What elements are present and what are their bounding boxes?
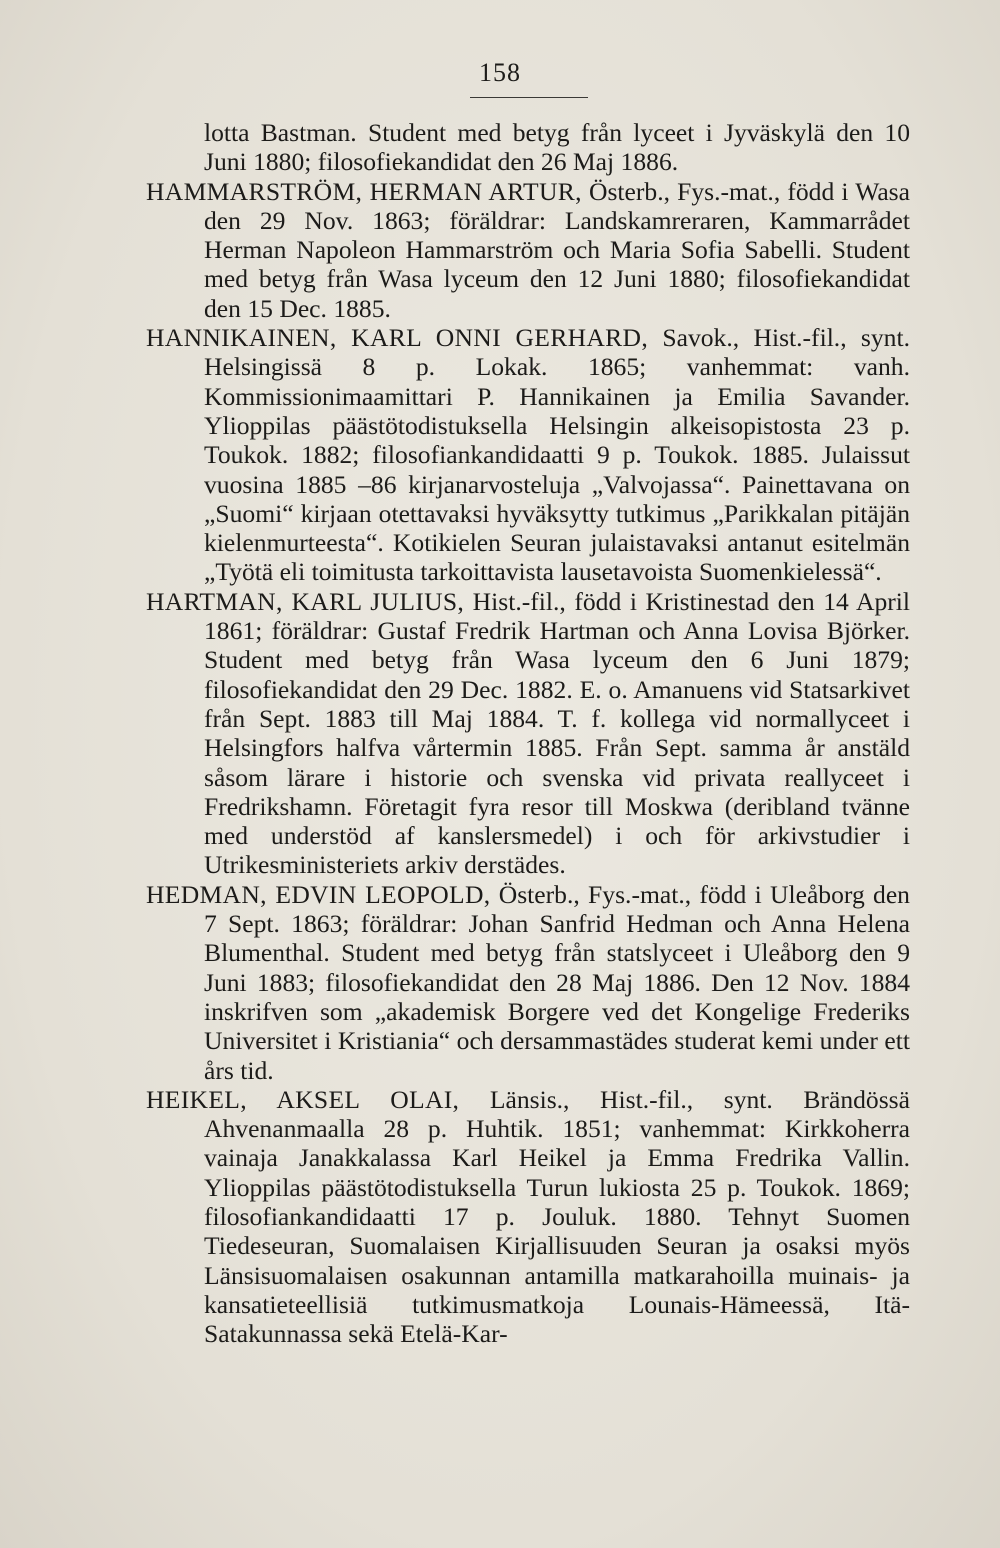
biographical-entries — [146, 118, 910, 1348]
entry-hammarstrom — [146, 177, 910, 323]
entry-hartman — [146, 587, 910, 880]
entry-name: HANNIKAINEN, KARL ONNI GERHARD, — [146, 323, 649, 353]
entry-text: Länsis., Hist.-fil., synt. Brändössä Ahvenanmaalla 28 p. Huhtik. 1851; vanhemmat: Kirkkoherra vainaja Janakkalassa Karl Heikel ja Emma Fredrika Vallin. Ylioppilas päästötodistuksella Turun lukiosta 25 p. Toukok. 1869; filosofiankandidaatti 17 p. Jouluk. 1880. Tehnyt Suomen Tiedeseuran, Suomalaisen Kirjallisuuden Seuran ja osaksi myös Länsisuomalaisen osakunnan antamilla matkarahoilla muinais- ja kansatieteellisiä tutkimusmatkoja Lounais-Hämeessä, Itä-Satakunnassa sekä Etelä-Kar- — [204, 1084, 910, 1349]
entry-text: Österb., Fys.-mat., född i Wasa den 29 Nov. 1863; föräldrar: Landskamreraren, Kammarrådet Herman Napoleon Hammarström och Maria Sofia Sabelli. Student med betyg från Wasa lyceum den 12 Juni 1880; filosofiekandidat den 15 Dec. 1885. — [204, 176, 910, 323]
entry-hedman — [146, 880, 910, 1085]
entry-text: Hist.-fil., född i Kristinestad den 14 April 1861; föräldrar: Gustaf Fredrik Hartman och Anna Lovisa Björker. Student med betyg från Wasa lyceum den 6 Juni 1879; filosofiekandidat den 29 Dec. 1882. E. o. Amanuens vid Statsarkivet från Sept. 1883 till Maj 1884. T. f. kollega vid normallyceet i Helsingfors halfva vårtermin 1885. Från Sept. samma år anstäld såsom lärare i historie och svenska vid privata reallyceet i Fredrikshamn. Företagit fyra resor till Moskwa (deribland tvänne med understöd af kanslersmedel) i och för arkivstudier i Utrikesministeriets arkiv derstädes. — [204, 586, 910, 880]
entry-name: HAMMARSTRÖM, HERMAN ARTUR, — [146, 176, 582, 206]
entry-hannikainen — [146, 323, 910, 587]
entry-name: HARTMAN, KARL JULIUS, — [146, 586, 465, 616]
entry-name: HEDMAN, EDVIN LEOPOLD, — [146, 879, 491, 909]
entry-name: HEIKEL, AKSEL OLAI, — [146, 1084, 460, 1114]
entry-continuation — [146, 118, 910, 177]
page-number-rule — [470, 97, 588, 98]
entry-text: Österb., Fys.-mat., född i Uleåborg den 7 Sept. 1863; föräldrar: Johan Sanfrid Hedman och Anna Helena Blumenthal. Student med betyg från statslyceet i Uleåborg den 9 Juni 1883; filosofiekandidat den 28 Maj 1886. Den 12 Nov. 1884 inskrifven som „akademisk Borgere ved det Kongelige Frederiks Universitet i Kristiania“ och dersammastädes studerat kemi under ett års tid. — [204, 879, 910, 1085]
page-number: 158 — [479, 58, 521, 87]
entry-heikel — [146, 1085, 910, 1349]
entry-text: Savok., Hist.-fil., synt. Helsingissä 8 p. Lokak. 1865; vanhemmat: vanh. Kommissionimaamittari P. Hannikainen ja Emilia Savander. Ylioppilas päästötodistuksella Helsingin alkeisopistosta 23 p. Toukok. 1882; filosofiankandidaatti 9 p. Toukok. 1885. Julaissut vuosina 1885 –86 kirjanarvosteluja „Valvojassa“. Painettavana on „Suomi“ kirjaan otettavaksi hyväksytty tutkimus „Parikkalan pitäjän kielenmurteesta“. Kotikielen Seuran julaistavaksi antanut esitelmän „Työtä eli toimitusta tarkoittavista lausetavoista Suomenkielessä“. — [204, 323, 910, 587]
entry-text: lotta Bastman. Student med betyg från lyceet i Jyväskylä den 10 Juni 1880; filosofiekandidat den 26 Maj 1886. — [204, 118, 910, 177]
